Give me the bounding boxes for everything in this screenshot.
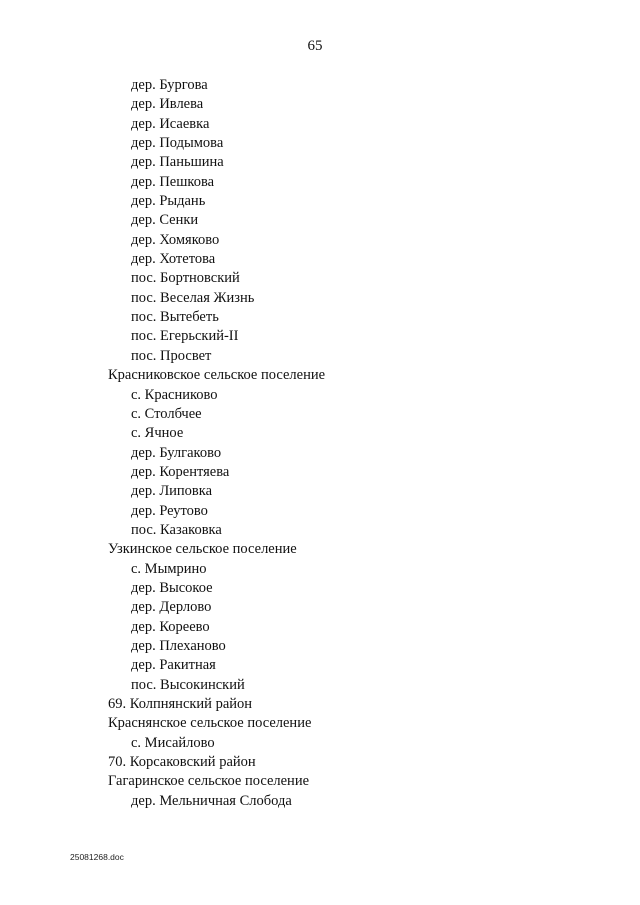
list-item: пос. Просвет — [131, 347, 212, 364]
list-item: с. Столбчее — [131, 405, 202, 422]
section-heading: Гагаринское сельское поселение — [108, 773, 310, 790]
list-item: дер. Липовка — [131, 483, 213, 500]
list-item: дер. Высокое — [131, 579, 213, 596]
list-item: дер. Рыдань — [131, 193, 206, 210]
settlement-list — [0, 76, 325, 811]
list-item: пос. Веселая Жизнь — [131, 289, 255, 306]
list-item: дер. Паньшина — [131, 154, 224, 171]
list-item: дер. Булгаково — [131, 444, 222, 461]
page-number: 65 — [307, 38, 323, 54]
file-name-footer: 25081268.doc — [70, 852, 124, 862]
list-item: дер. Корентяева — [131, 463, 230, 480]
section-heading: Узкинское сельское поселение — [108, 541, 297, 558]
list-item: пос. Егерьский-II — [131, 328, 239, 345]
section-heading: 69. Колпнянский район — [108, 696, 253, 712]
list-item: дер. Хомяково — [131, 231, 220, 248]
list-item: дер. Бургова — [131, 77, 208, 93]
list-item: дер. Подымова — [131, 135, 224, 152]
list-item: дер. Дерлово — [131, 599, 212, 616]
list-item: с. Мымрино — [131, 560, 207, 577]
section-heading: Красниковское сельское поселение — [108, 367, 326, 384]
list-item: пос. Вытебеть — [131, 309, 219, 326]
list-item: пос. Высокинский — [131, 676, 245, 693]
list-item: дер. Плеханово — [131, 637, 226, 654]
list-item: дер. Ивлева — [131, 96, 204, 113]
list-item: дер. Кореево — [131, 618, 210, 635]
list-item: с. Красниково — [131, 386, 218, 403]
list-item: с. Ячное — [131, 425, 184, 442]
section-heading: 70. Корсаковский район — [108, 754, 256, 771]
list-item: дер. Ракитная — [131, 657, 216, 674]
list-item: с. Мисайлово — [131, 734, 215, 751]
section-heading: Краснянское сельское поселение — [108, 715, 312, 732]
list-item: дер. Сенки — [131, 212, 199, 229]
list-item: пос. Бортновский — [131, 270, 240, 287]
list-item: пос. Казаковка — [131, 521, 222, 538]
list-item: дер. Пешкова — [131, 173, 215, 190]
list-item: дер. Реутово — [131, 502, 208, 519]
list-item: дер. Исаевка — [131, 115, 210, 132]
list-item: дер. Мельничная Слобода — [131, 792, 292, 809]
list-item: дер. Хотетова — [131, 251, 216, 268]
